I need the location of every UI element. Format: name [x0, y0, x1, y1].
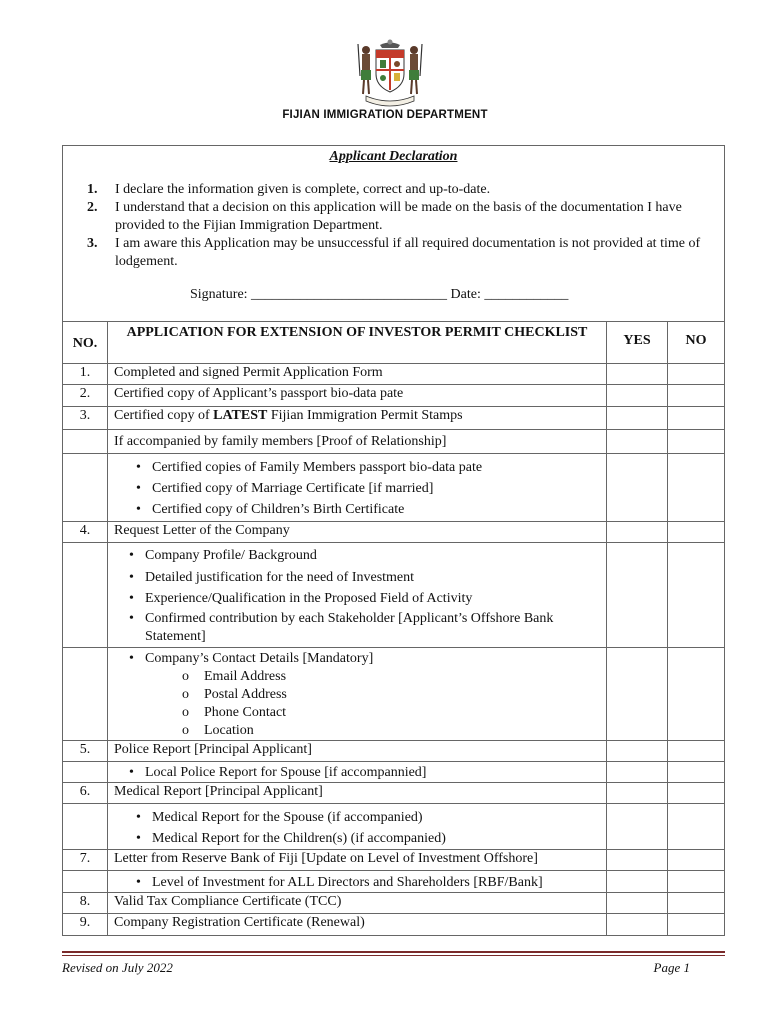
yes-checkbox-cell[interactable]	[607, 522, 668, 543]
page-number: Page 1	[653, 960, 690, 975]
no-checkbox-cell[interactable]	[668, 522, 725, 543]
row-item: Police Report [Principal Applicant]	[108, 740, 607, 761]
list-item: • Detailed justification for the need of Investment	[114, 567, 600, 589]
no-checkbox-cell[interactable]	[668, 849, 725, 870]
no-checkbox-cell[interactable]	[668, 913, 725, 935]
row-item: Completed and signed Permit Application Form	[108, 364, 607, 385]
row-item	[108, 407, 607, 430]
list-item: • Confirmed contribution by each Stakeholder [Applicant’s Offshore Bank Statement]	[114, 610, 600, 646]
list-item: • Level of Investment for ALL Directors and Shareholders [RBF/Bank]	[114, 874, 600, 892]
no-checkbox-cell[interactable]	[668, 892, 725, 913]
no-checkbox-cell[interactable]	[668, 740, 725, 761]
no-checkbox-cell[interactable]	[668, 454, 725, 522]
table-row	[63, 913, 725, 935]
no-checkbox-cell[interactable]	[668, 647, 725, 740]
row-item: Request Letter of the Company	[108, 522, 607, 543]
yes-checkbox-cell[interactable]	[607, 543, 668, 648]
header-checklist-title: APPLICATION FOR EXTENSION OF INVESTOR PERMIT CHECKLIST	[108, 322, 607, 364]
no-checkbox-cell[interactable]	[668, 407, 725, 430]
declaration-item-text: I declare the information given is complete, correct and up-to-date.	[115, 182, 491, 197]
declaration-item-number: 2.	[87, 200, 98, 215]
declaration-item-number: 1.	[87, 182, 98, 197]
company-documents-list	[114, 545, 600, 646]
row-item: Medical Report [Principal Applicant]	[108, 782, 607, 803]
declaration-item	[87, 235, 704, 271]
table-row	[63, 870, 725, 892]
row-item: Valid Tax Compliance Certificate (TCC)	[108, 892, 607, 913]
list-item: • Certified copy of Children’s Birth Certificate	[114, 499, 600, 520]
footer-rule	[62, 955, 725, 956]
yes-checkbox-cell[interactable]	[607, 913, 668, 935]
table-row	[63, 761, 725, 782]
no-checkbox-cell[interactable]	[668, 870, 725, 892]
yes-checkbox-cell[interactable]	[607, 892, 668, 913]
yes-checkbox-cell[interactable]	[607, 364, 668, 385]
table-row	[63, 407, 725, 430]
declaration-item-number: 3.	[87, 236, 98, 251]
row-item: If accompanied by family members [Proof of Relationship]	[108, 430, 607, 454]
header-no: NO.	[63, 322, 108, 364]
list-item: • Company’s Contact Details [Mandatory]	[114, 650, 600, 668]
no-checkbox-cell[interactable]	[668, 761, 725, 782]
row-number: 4.	[63, 522, 108, 543]
row-item-text: Certified copy of	[114, 408, 214, 423]
row-number: 8.	[63, 892, 108, 913]
list-item: o Postal Address	[114, 686, 600, 704]
list-item: o Email Address	[114, 668, 600, 686]
table-row	[63, 647, 725, 740]
declaration-item	[87, 199, 704, 235]
row-number: 3.	[63, 407, 108, 430]
yes-checkbox-cell[interactable]	[607, 407, 668, 430]
declaration-item-text: I understand that a decision on this application will be made on the basis of the documentation I have provided to the Fijian Immigration Department.	[115, 200, 682, 233]
yes-checkbox-cell[interactable]	[607, 803, 668, 849]
list-item: • Local Police Report for Spouse [if accompannied]	[114, 764, 600, 782]
checklist-table	[62, 321, 725, 936]
list-item: • Medical Report for the Children(s) (if accompanied)	[114, 828, 600, 849]
family-documents-list	[114, 457, 600, 520]
table-row	[63, 543, 725, 648]
header-no-column: NO	[668, 322, 725, 364]
yes-checkbox-cell[interactable]	[607, 385, 668, 407]
list-item: • Certified copies of Family Members passport bio-data pate	[114, 457, 600, 478]
table-row	[63, 892, 725, 913]
no-checkbox-cell[interactable]	[668, 430, 725, 454]
no-checkbox-cell[interactable]	[668, 803, 725, 849]
list-item: • Company Profile/ Background	[114, 545, 600, 567]
no-checkbox-cell[interactable]	[668, 782, 725, 803]
checklist-header-row	[63, 322, 725, 364]
row-item: Letter from Reserve Bank of Fiji [Update on Level of Investment Offshore]	[108, 849, 607, 870]
applicant-declaration-box	[62, 145, 725, 322]
declaration-item-text: I am aware this Application may be unsuccessful if all required documentation is not provided at time of lodgement.	[115, 236, 701, 269]
table-row	[63, 740, 725, 761]
yes-checkbox-cell[interactable]	[607, 782, 668, 803]
footer-rule	[62, 951, 725, 953]
header-yes: YES	[607, 322, 668, 364]
list-item: • Medical Report for the Spouse (if accompanied)	[114, 807, 600, 828]
row-number: 2.	[63, 385, 108, 407]
yes-checkbox-cell[interactable]	[607, 454, 668, 522]
row-number: 9.	[63, 913, 108, 935]
table-row	[63, 782, 725, 803]
yes-checkbox-cell[interactable]	[607, 740, 668, 761]
row-number: 1.	[63, 364, 108, 385]
row-number: 6.	[63, 782, 108, 803]
no-checkbox-cell[interactable]	[668, 364, 725, 385]
declaration-item	[87, 181, 704, 199]
list-item: o Location	[114, 722, 600, 740]
row-number: 5.	[63, 740, 108, 761]
signature-date-line[interactable]: Signature: ____________________________ Date: ____________	[190, 287, 569, 302]
no-checkbox-cell[interactable]	[668, 543, 725, 648]
row-item-emphasis: LATEST	[213, 408, 268, 423]
table-row	[63, 803, 725, 849]
department-title: FIJIAN IMMIGRATION DEPARTMENT	[282, 109, 488, 121]
yes-checkbox-cell[interactable]	[607, 849, 668, 870]
no-checkbox-cell[interactable]	[668, 385, 725, 407]
yes-checkbox-cell[interactable]	[607, 761, 668, 782]
contact-details-list	[114, 668, 600, 740]
table-row	[63, 364, 725, 385]
row-number: 7.	[63, 849, 108, 870]
coat-of-arms-logo	[352, 36, 428, 108]
table-row	[63, 385, 725, 407]
table-row	[63, 430, 725, 454]
row-item-text: Fijian Immigration Permit Stamps	[267, 408, 463, 423]
declaration-title: Applicant Declaration	[329, 149, 458, 164]
yes-checkbox-cell[interactable]	[607, 430, 668, 454]
table-row	[63, 522, 725, 543]
yes-checkbox-cell[interactable]	[607, 870, 668, 892]
yes-checkbox-cell[interactable]	[607, 647, 668, 740]
list-item: • Certified copy of Marriage Certificate [if married]	[114, 478, 600, 499]
revision-date: Revised on July 2022	[62, 960, 173, 975]
row-item: Certified copy of Applicant’s passport bio-data pate	[108, 385, 607, 407]
table-row	[63, 454, 725, 522]
row-item: Company Registration Certificate (Renewal)	[108, 913, 607, 935]
table-row	[63, 849, 725, 870]
list-item: o Phone Contact	[114, 704, 600, 722]
list-item: • Experience/Qualification in the Proposed Field of Activity	[114, 588, 600, 610]
